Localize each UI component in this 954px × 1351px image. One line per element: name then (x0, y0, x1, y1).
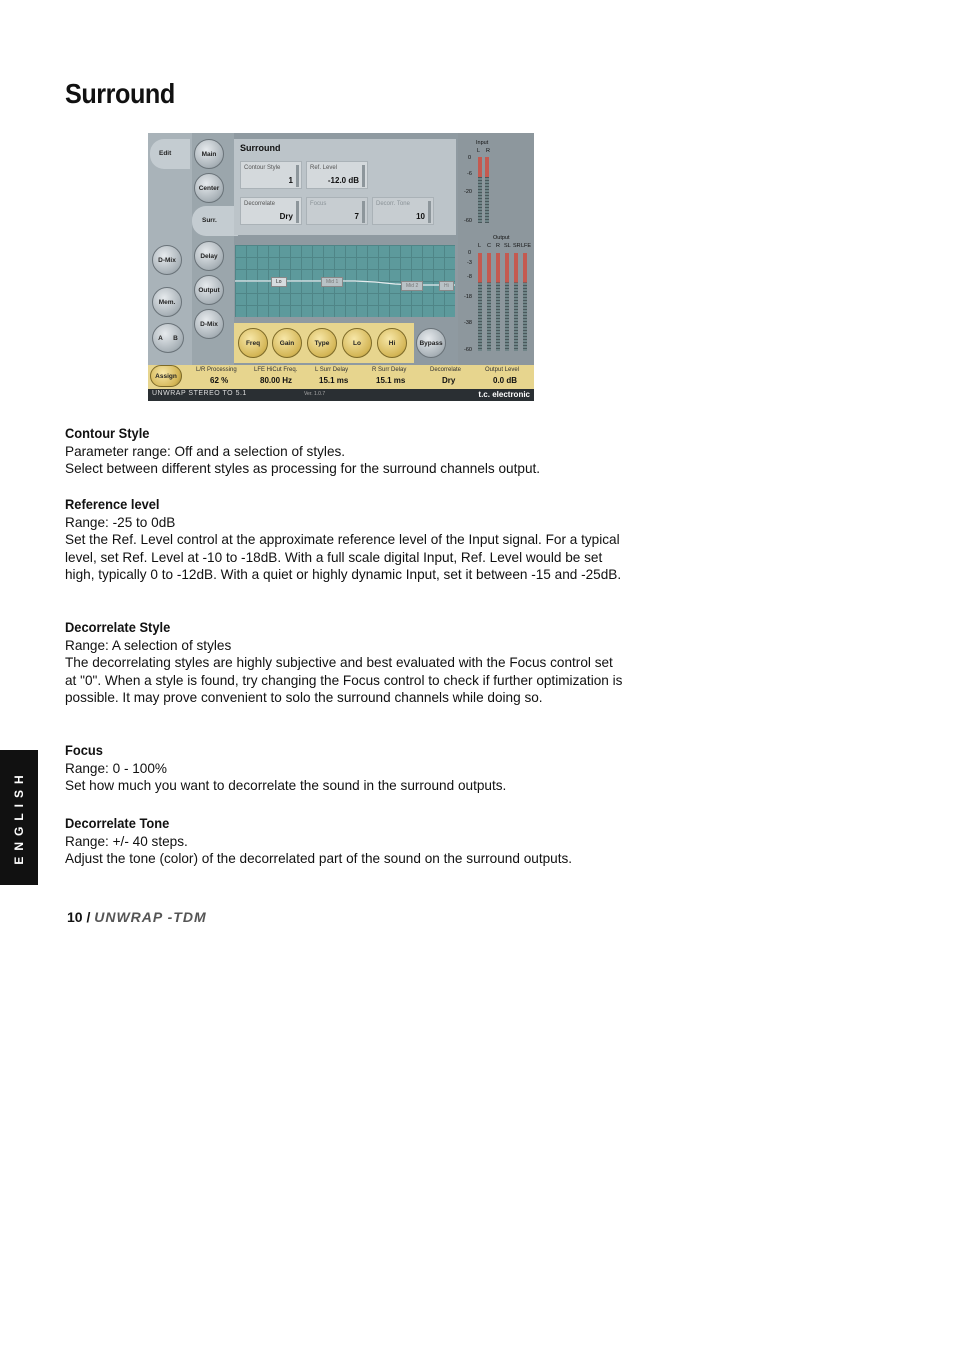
brand-version: Ver. 1.0.7 (304, 391, 326, 397)
section-line: Set how much you want to decorrelate the sound in the surround outputs. (65, 778, 507, 793)
panel-title: Surround (240, 143, 281, 153)
gain-knob[interactable]: Gain (272, 328, 302, 358)
contour-style-slider[interactable] (296, 165, 299, 187)
ref-level-slider[interactable] (362, 165, 365, 187)
contour-style-value: 1 (288, 176, 293, 185)
section-focus (65, 742, 625, 795)
foot-value-lfe[interactable]: 80.00 Hz (260, 376, 293, 385)
page-title: Surround (65, 78, 175, 109)
section-heading: Decorrelate Tone (65, 815, 170, 831)
page-number: 10 / (67, 909, 91, 925)
output-scale-18: -18 (464, 294, 472, 300)
language-label: ENGLISH (12, 769, 26, 865)
output-meter-c (487, 253, 491, 351)
foot-value-decorrelate[interactable]: Dry (442, 376, 456, 385)
decorr-tone-slider[interactable] (428, 201, 431, 223)
output-ch-l: L (478, 243, 482, 249)
foot-label-rsurr: R Surr Delay (372, 367, 407, 373)
parameter-footer-bar (148, 365, 534, 389)
decorrelate-control[interactable] (240, 197, 302, 225)
nav-surr-tab[interactable] (192, 206, 238, 236)
section-line: Parameter range: Off and a selection of styles. (65, 443, 346, 459)
assign-button[interactable]: Assign (150, 365, 182, 387)
section-heading: Contour Style (65, 425, 150, 441)
output-ch-c: C (487, 243, 491, 249)
decorr-tone-value: 10 (416, 212, 425, 221)
input-scale-6: -6 (467, 171, 472, 177)
foot-label-lsurr: L Surr Delay (315, 367, 349, 373)
foot-label-decorrelate: Decorrelate (430, 367, 462, 373)
section-contour-style (65, 425, 625, 478)
eq-band-lo-tag[interactable]: Lo (271, 277, 287, 287)
output-ch-lfe: LFE (521, 243, 532, 249)
section-line: Range: 0 - 100% (65, 760, 168, 776)
section-line: Range: A selection of styles (65, 637, 232, 653)
lo-knob[interactable]: Lo (342, 328, 372, 358)
section-line: Adjust the tone (color) of the decorrelated part of the sound on the surround outputs. (65, 851, 573, 866)
input-ch-l: L (477, 148, 481, 154)
output-ch-sr: SR (513, 243, 521, 249)
bypass-button[interactable]: Bypass (416, 328, 446, 358)
output-meter-lfe (523, 253, 527, 351)
brand-bar (148, 389, 534, 401)
ref-level-control[interactable] (306, 161, 368, 189)
input-meter-title: Input (476, 140, 489, 146)
focus-value: 7 (354, 212, 359, 221)
foot-value-lsurr[interactable]: 15.1 ms (319, 376, 349, 385)
output-scale-8: -8 (467, 274, 472, 280)
section-line: Set the Ref. Level control at the approximate reference level of the Input signal. For a typical level, set Ref. Level at -10 to -18dB. With a full scale digital Input, Ref. Level would be set high, typically 0 to -12dB. With a quiet or highly dynamic Input, set it between -15 and -25dB. (65, 532, 622, 582)
product-name: UNWRAP -TDM (94, 909, 207, 925)
section-decorrelate-style (65, 619, 625, 707)
tab-edit[interactable] (150, 139, 190, 169)
ab-button[interactable] (152, 323, 184, 353)
section-heading: Reference level (65, 496, 160, 512)
focus-label: Focus (310, 201, 327, 207)
memory-button[interactable]: Mem. (152, 287, 182, 317)
output-meter-l (478, 253, 482, 351)
language-tab (0, 750, 38, 885)
page-footer (67, 909, 207, 925)
input-scale-20: -20 (464, 189, 472, 195)
decorr-tone-control[interactable] (372, 197, 434, 225)
nav-surr-label: Surr. (202, 217, 217, 224)
section-reference-level (65, 496, 625, 584)
foot-label-lfe: LFE HiCut Freq. (254, 367, 298, 373)
output-scale-60: -60 (464, 347, 472, 353)
eq-graph[interactable] (235, 245, 455, 317)
focus-control[interactable] (306, 197, 368, 225)
nav-main-button[interactable]: Main (194, 139, 224, 169)
decorr-tone-label: Decorr. Tone (376, 201, 410, 207)
surround-param-panel (234, 139, 456, 235)
a-label: A (158, 334, 163, 342)
output-scale-38: -38 (464, 320, 472, 326)
type-knob[interactable]: Type (307, 328, 337, 358)
output-meter-r (496, 253, 500, 351)
brand-product: UNWRAP STEREO TO 5.1 (152, 390, 247, 397)
section-heading: Focus (65, 742, 103, 758)
section-line: Range: +/- 40 steps. (65, 833, 188, 849)
section-line: The decorrelating styles are highly subjective and best evaluated with the Focus control set at "0". When a style is found, try changing the Focus control to check if further optimization is possible. It may prove convenient to solo the surround channels while doing so. (65, 655, 623, 705)
ref-level-label: Ref. Level (310, 165, 338, 171)
foot-value-rsurr[interactable]: 15.1 ms (376, 376, 406, 385)
output-ch-sl: SL (504, 243, 511, 249)
input-scale-60: -60 (464, 218, 472, 224)
contour-style-label: Contour Style (244, 165, 281, 171)
input-meter-r (485, 157, 489, 223)
output-scale-0: 0 (468, 250, 472, 256)
nav-delay-button[interactable]: Delay (194, 241, 224, 271)
eq-knob-row (234, 323, 414, 363)
section-line: Select between different styles as processing for the surround channels output. (65, 461, 541, 476)
foot-label-output: Output Level (485, 367, 520, 373)
decorrelate-value: Dry (279, 212, 293, 221)
output-scale-3: -3 (467, 260, 472, 266)
foot-value-output[interactable]: 0.0 dB (493, 376, 518, 385)
tab-edit-label: Edit (159, 150, 172, 157)
output-meter-sr (514, 253, 518, 351)
section-decorrelate-tone (65, 815, 625, 868)
b-label: B (173, 334, 178, 342)
eq-band-mid1-tag[interactable]: Mid 1 (321, 277, 343, 287)
section-line: Range: -25 to 0dB (65, 514, 176, 530)
contour-style-control[interactable] (240, 161, 302, 189)
input-meter-l (478, 157, 482, 223)
ref-level-value: -12.0 dB (327, 176, 359, 185)
eq-band-hi-tag[interactable]: Hi (439, 281, 454, 291)
freq-knob[interactable]: Freq (238, 328, 268, 358)
decorrelate-slider[interactable] (296, 201, 299, 223)
hi-knob[interactable]: Hi (377, 328, 407, 358)
nav-dmix-button[interactable]: D-Mix (194, 309, 224, 339)
eq-band-mid2-tag[interactable]: Mid 2 (401, 281, 423, 291)
output-ch-r: R (496, 243, 500, 249)
section-heading: Decorrelate Style (65, 619, 171, 635)
decorrelate-label: Decorrelate (244, 201, 276, 207)
brand-logo: t.c. electronic (478, 390, 530, 399)
level-meters (458, 133, 534, 365)
output-meter-title: Output (493, 235, 510, 241)
focus-slider[interactable] (362, 201, 365, 223)
output-meter-sl (505, 253, 509, 351)
input-scale-0: 0 (468, 155, 472, 161)
plugin-screenshot (148, 133, 534, 401)
input-ch-r: R (486, 148, 490, 154)
nav-output-button[interactable]: Output (194, 275, 224, 305)
dmix-button[interactable]: D-Mix (152, 245, 182, 275)
nav-center-button[interactable]: Center (194, 173, 224, 203)
foot-label-lr: L/R Processing (196, 367, 237, 373)
foot-value-lr[interactable]: 62 % (210, 376, 229, 385)
